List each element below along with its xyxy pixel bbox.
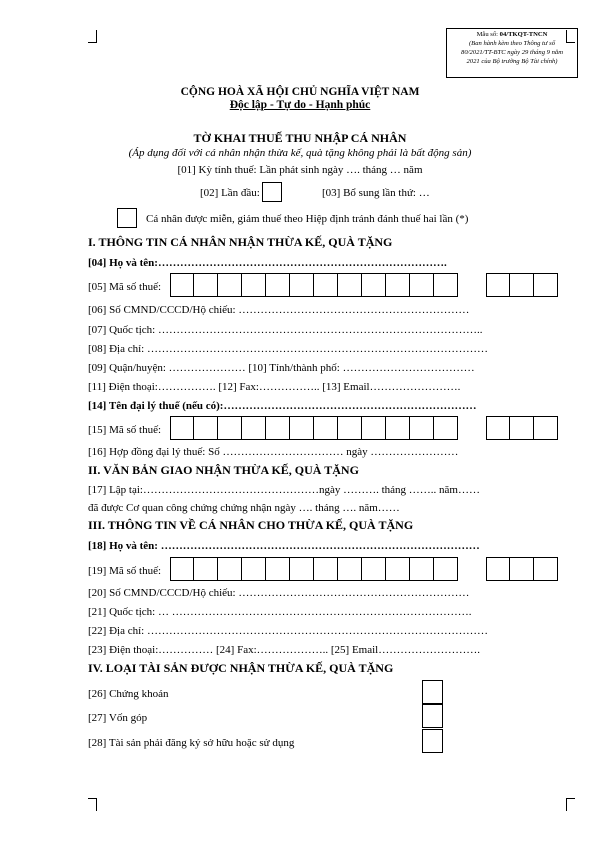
tax-digit-cell[interactable]	[434, 416, 458, 440]
form-subtitle: (Áp dụng đối với cá nhân nhận thừa kế, quà tặng không phải là bất động sản)	[128, 147, 472, 159]
tax-digit-cell[interactable]	[290, 416, 314, 440]
field-27-label: [27] Vốn góp	[88, 712, 148, 724]
field-28-label: [28] Tài sản phải đăng ký sở hữu hoặc sử dụng	[88, 737, 295, 749]
tax-digit-cell[interactable]	[314, 416, 338, 440]
tax-digit-cell[interactable]	[486, 557, 510, 581]
tax-digit-cell[interactable]	[338, 273, 362, 297]
field-09-district-province[interactable]: [09] Quận/huyện: ………………… [10] Tỉnh/thành phố: ………………………………	[88, 362, 475, 374]
tax-digit-cell[interactable]	[362, 273, 386, 297]
first-time-label: [02] Lần đầu:	[200, 187, 260, 199]
section-2-title: II. VĂN BẢN GIAO NHẬN THỪA KẾ, QUÀ TẶNG	[88, 463, 359, 477]
tax-digit-cell[interactable]	[266, 557, 290, 581]
field-23-contact[interactable]: [23] Điện thoại:…………… [24] Fax:……………….. [25] Email……………………….	[88, 644, 480, 656]
treaty-exempt-label: Cá nhân được miễn, giảm thuế theo Hiệp định tránh đánh thuế hai lần (*)	[146, 213, 469, 225]
field-06-id-number[interactable]: [06] Số CMND/CCCD/Hộ chiếu: ………………………………………………………	[88, 304, 470, 316]
stamp-line-4: 2021 của Bộ trưởng Bộ Tài chính)	[466, 58, 558, 65]
crop-mark-bottom-left	[88, 798, 97, 811]
field-26-checkbox[interactable]	[422, 680, 443, 704]
tax-digit-cell[interactable]	[386, 557, 410, 581]
tax-digit-cell[interactable]	[534, 273, 558, 297]
stamp-line-3: 80/2021/TT-BTC ngày 29 tháng 9 năm	[461, 49, 563, 56]
tax-digit-cell[interactable]	[362, 416, 386, 440]
tax-digit-cell[interactable]	[434, 557, 458, 581]
motto: Độc lập - Tự do - Hạnh phúc	[229, 99, 371, 111]
tax-digit-cell[interactable]	[314, 273, 338, 297]
field-07-nationality[interactable]: [07] Quốc tịch: ……………………………………………………………………………..	[88, 324, 483, 336]
field-05-label: [05] Mã số thuế:	[88, 281, 162, 293]
section-1-title: I. THÔNG TIN CÁ NHÂN NHẬN THỪA KẾ, QUÀ TẶNG	[88, 235, 393, 249]
crop-mark-top-left	[88, 30, 97, 43]
tax-digit-cell[interactable]	[170, 416, 194, 440]
stamp-line-2: (Ban hành kèm theo Thông tư số	[468, 40, 555, 47]
tax-digit-cell[interactable]	[242, 273, 266, 297]
crop-mark-bottom-right	[566, 798, 575, 811]
field-05-tax-code-group-2[interactable]	[486, 273, 558, 297]
field-08-address[interactable]: [08] Địa chỉ: …………………………………………………………………………………	[88, 343, 488, 355]
tax-digit-cell[interactable]	[218, 273, 242, 297]
tax-digit-cell[interactable]	[486, 273, 510, 297]
tax-digit-cell[interactable]	[242, 557, 266, 581]
field-11-contact[interactable]: [11] Điện thoại:……………. [12] Fax:…………….. [13] Email…………………….	[88, 381, 461, 393]
tax-digit-cell[interactable]	[314, 557, 338, 581]
tax-digit-cell[interactable]	[266, 416, 290, 440]
tax-digit-cell[interactable]	[170, 557, 194, 581]
field-15-tax-code-group-1[interactable]	[170, 416, 458, 440]
treaty-exempt-checkbox[interactable]	[117, 208, 137, 228]
tax-digit-cell[interactable]	[410, 416, 434, 440]
tax-digit-cell[interactable]	[534, 557, 558, 581]
tax-digit-cell[interactable]	[386, 416, 410, 440]
first-time-checkbox[interactable]	[262, 182, 282, 202]
field-28-checkbox[interactable]	[422, 729, 443, 753]
country-heading: CỘNG HOÀ XÃ HỘI CHỦ NGHĨA VIỆT NAM	[180, 86, 420, 98]
stamp-prefix: Mẫu số:	[476, 31, 498, 38]
tax-digit-cell[interactable]	[534, 416, 558, 440]
field-17-notarized[interactable]: đã được Cơ quan công chứng chứng nhận ngày …. tháng …. năm……	[88, 502, 400, 514]
field-17-made-at[interactable]: [17] Lập tại:…………………………………………ngày ………. tháng …….. năm……	[88, 484, 480, 496]
supplement-label: [03] Bổ sung lần thứ: …	[322, 187, 430, 199]
field-19-tax-code-group-1[interactable]	[170, 557, 458, 581]
tax-digit-cell[interactable]	[338, 416, 362, 440]
field-19-tax-code-group-2[interactable]	[486, 557, 558, 581]
tax-digit-cell[interactable]	[510, 416, 534, 440]
field-04-full-name[interactable]: [04] Họ và tên:…………………………………………………………………….	[88, 257, 447, 269]
tax-digit-cell[interactable]	[486, 416, 510, 440]
field-19-label: [19] Mã số thuế:	[88, 565, 162, 577]
field-15-label: [15] Mã số thuế:	[88, 424, 162, 436]
field-27-checkbox[interactable]	[422, 704, 443, 728]
field-21-nationality[interactable]: [21] Quốc tịch: … ……………………………………………………………………….	[88, 606, 472, 618]
section-3-title: III. THÔNG TIN VỀ CÁ NHÂN CHO THỪA KẾ, QUÀ TẶNG	[88, 518, 414, 532]
form-title: TỜ KHAI THUẾ THU NHẬP CÁ NHÂN	[193, 131, 407, 145]
tax-digit-cell[interactable]	[290, 273, 314, 297]
tax-period: [01] Kỳ tính thuế: Lần phát sinh ngày …. tháng … năm	[177, 164, 423, 176]
tax-digit-cell[interactable]	[218, 557, 242, 581]
tax-digit-cell[interactable]	[510, 557, 534, 581]
tax-digit-cell[interactable]	[410, 557, 434, 581]
tax-digit-cell[interactable]	[194, 273, 218, 297]
field-15-tax-code-group-2[interactable]	[486, 416, 558, 440]
field-20-id-number[interactable]: [20] Số CMND/CCCD/Hộ chiếu: ………………………………………………………	[88, 587, 470, 599]
field-05-tax-code-group-1[interactable]	[170, 273, 458, 297]
field-26-label: [26] Chứng khoán	[88, 688, 169, 700]
tax-digit-cell[interactable]	[170, 273, 194, 297]
tax-digit-cell[interactable]	[386, 273, 410, 297]
tax-digit-cell[interactable]	[510, 273, 534, 297]
tax-digit-cell[interactable]	[290, 557, 314, 581]
field-16-agent-contract[interactable]: [16] Hợp đồng đại lý thuế: Số …………………………… ngày ……………………	[88, 446, 459, 458]
tax-digit-cell[interactable]	[410, 273, 434, 297]
tax-digit-cell[interactable]	[338, 557, 362, 581]
tax-digit-cell[interactable]	[242, 416, 266, 440]
field-22-address[interactable]: [22] Địa chỉ: …………………………………………………………………………………	[88, 625, 488, 637]
field-18-full-name[interactable]: [18] Họ và tên: ……………………………………………………………………………	[88, 540, 480, 552]
tax-digit-cell[interactable]	[434, 273, 458, 297]
section-4-title: IV. LOẠI TÀI SẢN ĐƯỢC NHẬN THỪA KẾ, QUÀ TẶNG	[88, 661, 394, 675]
tax-digit-cell[interactable]	[218, 416, 242, 440]
tax-digit-cell[interactable]	[194, 416, 218, 440]
field-14-tax-agent-name[interactable]: [14] Tên đại lý thuế (nếu có):……………………………………………………………	[88, 400, 477, 412]
tax-digit-cell[interactable]	[362, 557, 386, 581]
form-code-stamp	[446, 28, 578, 78]
stamp-code: 04/TKQT-TNCN	[499, 31, 548, 38]
tax-digit-cell[interactable]	[266, 273, 290, 297]
tax-digit-cell[interactable]	[194, 557, 218, 581]
